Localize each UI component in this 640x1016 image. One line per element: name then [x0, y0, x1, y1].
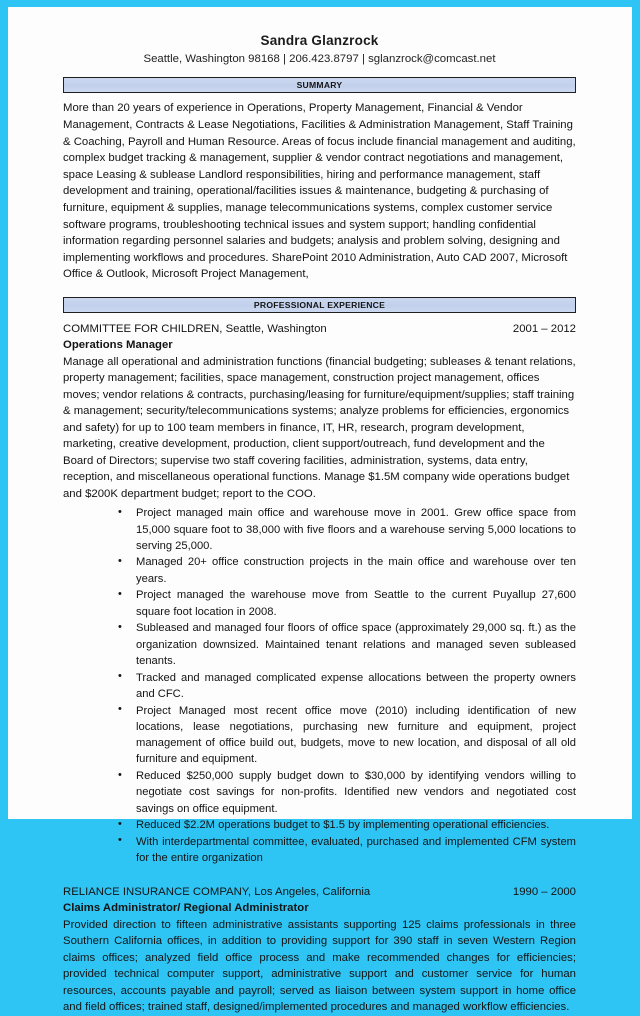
list-item: • Project managed the warehouse move from Seattle to the current Puyallup 27,600 square foot location in 2008. — [63, 587, 576, 619]
job-employer: RELIANCE INSURANCE COMPANY, Los Angeles, California — [63, 885, 371, 898]
section-banner-experience-label: PROFESSIONAL EXPERIENCE — [253, 299, 386, 310]
list-item: • Tracked and managed complicated expense allocations between the property owners and CFC. — [63, 670, 576, 702]
job-header — [63, 322, 576, 338]
resume-page — [8, 7, 632, 1014]
job-header — [63, 885, 576, 901]
list-item: • Reduced $250,000 supply budget down to $30,000 by identifying vendors willing to negotiate cost savings for non-profits. Identified new vendors and negotiated cost savings on office equipment. — [63, 768, 576, 817]
job-description: Manage all operational and administration functions (financial budgeting; subleases & tenant relations, property management; facilities, space management, construction project management, offices moves; vendor relations & contracts, purchasing/leasing for furniture/equipment/supplies; staff training & management; security/telecommunications systems; analyze problems for efficiencies, ergonomics and safety) for up to 100 team members in finance, IT, HR, research, program development, marketing, creative development, production, client support/outreach, fund development and the Board of Directors; supervise two staff covering facilities, administration, systems, data entry, reception, and miscellaneous operational functions. Manage $1.5M company wide operations budget and $200K department budget; report to the COO. — [63, 355, 576, 500]
list-item: • Managed 20+ office construction projects in the main office and warehouse over ten years. — [63, 554, 576, 586]
job-dates: 1990 – 2000 — [512, 885, 576, 898]
candidate-name: Sandra Glanzrock — [260, 33, 379, 48]
section-banner-summary — [63, 77, 576, 93]
list-item: • Project Managed most recent office move (2010) including identification of new locations, lease negotiations, purchasing new furniture and equipment, project management of office build out, budgets, move to new location, and disposal of all old furniture and equipment. — [63, 703, 576, 768]
job-description: Provided direction to fifteen administrative assistants supporting 125 claims professionals in three Southern California offices, in addition to providing support for 390 staff in seven Western Region claims offices; analyzed field office process and make recommended changes for efficiencies; provided technical computer support, administrative support and customer service for human resources, accounts payable and payroll; served as liaison between system support in home office and field offices; trained staff, designed/implemented procedures and managed workflow efficiencies. — [63, 918, 576, 1014]
job-dates: 2001 – 2012 — [512, 323, 576, 336]
list-item: • Reduced $2.2M operations budget to $1.5 by implementing operational efficiencies. — [63, 817, 576, 833]
list-item: • Project managed main office and warehouse move in 2001. Grew office space from 15,000 square foot to 38,000 with five floors and a warehouse serving 5,000 locations to serving 25,000. — [63, 505, 576, 554]
resume-content — [63, 32, 576, 1016]
job-title: Operations Manager — [63, 338, 173, 351]
contact-line: Seattle, Washington 98168 | 206.423.8797 | sglanzrock@comcast.net — [143, 53, 496, 66]
list-item: • With interdepartmental committee, evaluated, purchased and implemented CFM system for the entire organization — [63, 834, 576, 866]
section-banner-experience — [63, 297, 576, 313]
job-employer: COMMITTEE FOR CHILDREN, Seattle, Washington — [63, 323, 327, 336]
job-title: Claims Administrator/ Regional Administrator — [63, 901, 309, 914]
section-banner-summary-label: SUMMARY — [296, 80, 343, 91]
summary-text: More than 20 years of experience in Operations, Property Management, Financial & Vendor Management, Contracts & Lease Negotiations, Facilities & Administration Management, Staff Training & Coaching, Payroll and Human Resource. Areas of focus include financial management and auditing, complex budget tracking & management, supplier & vendor contract negotiations and management, space Leasing & sublease Landlord responsibilities, hiring and performance management, staff development and training, operational/facilities issues & maintenance, budgeting & purchasing of furniture, equipment & supplies, manage telecommunications systems, complex customer service software programs, troubleshooting technical issues and system support; handling confidential information regarding personnel salaries and budgets; analysis and problem solving, designing and implementing workflows and procedures. SharePoint 2010 Administration, Auto CAD 2007, Microsoft Office & Outlook, Microsoft Project Management, — [63, 102, 576, 281]
list-item: • Subleased and managed four floors of office space (approximately 29,000 sq. ft.) as the organization downsized. Maintained tenant relations and managed seven subleased tenants. — [63, 620, 576, 669]
job-bullet-list — [63, 505, 576, 866]
job-separator — [63, 867, 576, 876]
